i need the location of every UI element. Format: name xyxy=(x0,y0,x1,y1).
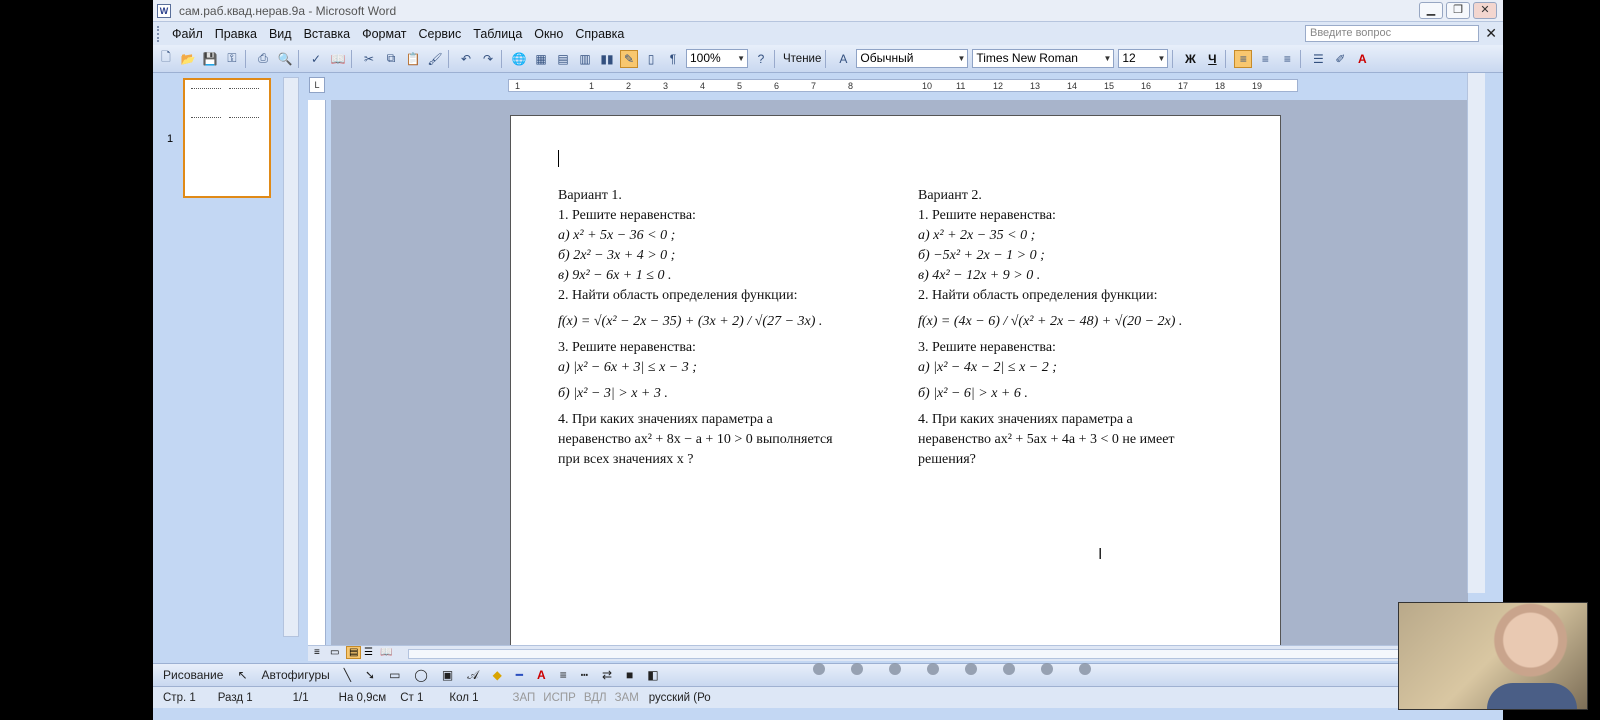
hyperlink-icon[interactable]: 🌐 xyxy=(511,51,527,66)
question-1c: в) 9x² − 6x + 1 ≤ 0 . xyxy=(558,268,672,283)
status-language[interactable]: русский (Ро xyxy=(648,691,711,704)
zoom-value: 100% xyxy=(690,51,721,65)
menu-help[interactable]: Справка xyxy=(575,26,625,41)
horizontal-scrollbar[interactable] xyxy=(408,649,1448,659)
separator xyxy=(1225,50,1226,68)
menu-insert[interactable]: Вставка xyxy=(303,26,351,41)
menu-table[interactable]: Таблица xyxy=(473,26,523,41)
separator xyxy=(1300,50,1301,68)
tab-selector-icon[interactable]: L xyxy=(309,77,325,93)
vertical-ruler xyxy=(308,100,326,645)
save-icon[interactable]: 💾 xyxy=(202,51,218,66)
webcam-overlay xyxy=(1398,602,1588,710)
document-page[interactable] xyxy=(510,115,1281,645)
thumbnail-page-number: 1 xyxy=(167,133,174,145)
progress-dot xyxy=(965,663,977,675)
arrow-style-icon[interactable]: ⇄ xyxy=(601,668,613,682)
ibeam-cursor-icon: I xyxy=(1098,546,1103,563)
copy-icon[interactable]: ⧉ xyxy=(386,51,396,65)
open-folder-icon[interactable]: 📂 xyxy=(180,51,196,66)
progress-dot xyxy=(927,663,939,675)
ruler-tick: 1 xyxy=(515,81,521,91)
question-1a: а) x² + 5x − 36 < 0 ; xyxy=(558,228,676,243)
progress-dot xyxy=(1079,663,1091,675)
dropdown-arrow-icon: ▼ xyxy=(957,54,966,63)
progress-dot xyxy=(889,663,901,675)
shadow-icon[interactable]: ■ xyxy=(626,668,634,682)
page-thumbnail[interactable] xyxy=(183,78,271,198)
menu-edit[interactable]: Правка xyxy=(214,26,257,41)
ruler-tick: 13 xyxy=(1030,81,1041,91)
close-button[interactable]: ✕ xyxy=(1473,2,1497,19)
help-search-input[interactable]: Введите вопрос xyxy=(1305,25,1479,42)
status-position: На 0,9см xyxy=(338,691,387,704)
format-painter-icon[interactable]: 🖌 xyxy=(427,51,443,66)
ruler-tick: 18 xyxy=(1215,81,1226,91)
status-pages: 1/1 xyxy=(292,691,309,704)
progress-dot xyxy=(1041,663,1053,675)
research-icon[interactable]: 📖 xyxy=(330,51,346,66)
menu-window[interactable]: Окно xyxy=(534,26,564,41)
dropdown-arrow-icon: ▼ xyxy=(1157,54,1166,63)
separator xyxy=(298,50,299,68)
separator xyxy=(501,50,502,68)
ruler-tick: 16 xyxy=(1141,81,1152,91)
question-3a: а) |x² − 6x + 3| ≤ x − 3 ; xyxy=(558,360,697,375)
thumbnail-text-lines xyxy=(229,88,259,118)
textbox-tool-icon[interactable]: ▣ xyxy=(441,668,454,682)
line-color-icon[interactable]: ━ xyxy=(515,668,524,682)
question-4-line-1: 4. При каких значениях параметра a xyxy=(558,412,773,427)
standard-toolbar xyxy=(153,45,1503,73)
status-page: Стр. 1 xyxy=(163,691,196,704)
presenter-shoulder xyxy=(1487,683,1577,709)
menu-bar xyxy=(153,22,1503,45)
video-progress-dots xyxy=(813,663,1091,675)
question-4-line-3: при всех значениях x ? xyxy=(558,452,694,467)
ruler-tick: 14 xyxy=(1067,81,1078,91)
view-buttons-bar xyxy=(308,645,1468,661)
highlight-icon[interactable]: ✐ xyxy=(1335,51,1346,66)
underline-button[interactable]: Ч xyxy=(1208,51,1217,66)
show-formatting-icon[interactable]: ¶ xyxy=(669,51,677,66)
question-3b: б) |x² − 6| > x + 6 . xyxy=(918,386,1028,401)
outline-view-icon[interactable]: ☰ xyxy=(364,647,373,658)
ruler-strip[interactable] xyxy=(508,79,1298,92)
ruler-tick: 2 xyxy=(626,81,632,91)
question-3b: б) |x² − 3| > x + 3 . xyxy=(558,386,668,401)
drawing-menu-button[interactable]: Рисование xyxy=(163,668,224,682)
question-1: 1. Решите неравенства: xyxy=(558,208,696,223)
font-color-draw-icon[interactable]: A xyxy=(537,668,546,682)
question-2: 2. Найти область определения функции: xyxy=(558,288,798,303)
question-4-line-3: решения? xyxy=(918,452,976,467)
progress-dot xyxy=(813,663,825,675)
separator xyxy=(825,50,826,68)
question-4-line-2: неравенство ax² + 5ax + 4a + 3 < 0 не имеет xyxy=(918,432,1175,447)
arrow-tool-icon[interactable]: ➘ xyxy=(365,668,376,682)
permission-icon[interactable]: ⚿ xyxy=(227,51,237,65)
status-extend[interactable]: ВДЛ xyxy=(583,691,607,704)
separator xyxy=(774,50,775,68)
fill-color-icon[interactable]: ◆ xyxy=(492,668,502,682)
cut-icon[interactable]: ✂ xyxy=(363,51,375,66)
question-3a: а) |x² − 4x − 2| ≤ x − 2 ; xyxy=(918,360,1057,375)
ruler-tick: 7 xyxy=(811,81,817,91)
autoshapes-menu-button[interactable]: Автофигуры xyxy=(261,668,330,682)
thumbnail-text-lines xyxy=(191,88,221,118)
menu-view[interactable]: Вид xyxy=(268,26,292,41)
ruler-tick: 3 xyxy=(663,81,669,91)
numbering-icon[interactable]: ☰ xyxy=(1312,51,1324,66)
document-map-icon[interactable]: ▯ xyxy=(647,51,655,66)
ruler-tick: 17 xyxy=(1178,81,1189,91)
separator xyxy=(351,50,352,68)
ruler-tick: 19 xyxy=(1252,81,1263,91)
print-layout-icon[interactable]: ▤ xyxy=(346,646,361,659)
restore-button[interactable]: ❐ xyxy=(1446,2,1470,19)
close-doc-icon[interactable]: ✕ xyxy=(1485,25,1497,41)
menu-file[interactable]: Файл xyxy=(172,26,203,41)
question-1b: б) −5x² + 2x − 1 > 0 ; xyxy=(918,248,1045,263)
status-section: Разд 1 xyxy=(217,691,253,704)
word-app-icon[interactable]: W xyxy=(157,4,171,18)
font-size-value: 12 xyxy=(1122,51,1136,65)
undo-icon[interactable]: ↶ xyxy=(460,51,472,66)
ruler-tick: 1 xyxy=(589,81,595,91)
ruler-tick: 4 xyxy=(700,81,706,91)
question-2-formula: f(x) = (4x − 6) / √(x² + 2x − 48) + √(20 − 2x) . xyxy=(918,314,1183,329)
separator xyxy=(448,50,449,68)
ruler-tick: 10 xyxy=(922,81,933,91)
status-line: Ст 1 xyxy=(400,691,424,704)
ruler-tick: 11 xyxy=(956,81,966,91)
print-preview-icon[interactable]: 🔍 xyxy=(277,51,293,66)
progress-dot xyxy=(851,663,863,675)
read-mode-button[interactable]: Чтение xyxy=(783,52,822,65)
3d-style-icon[interactable]: ◧ xyxy=(647,668,659,682)
normal-view-icon[interactable]: ≡ xyxy=(314,647,320,658)
dash-style-icon[interactable]: ┅ xyxy=(580,668,588,682)
new-document-icon[interactable]: 🗋 xyxy=(161,50,171,64)
question-1b: б) 2x² − 3x + 4 > 0 ; xyxy=(558,248,676,263)
question-1: 1. Решите неравенства: xyxy=(918,208,1056,223)
rectangle-tool-icon[interactable]: ▭ xyxy=(389,668,401,682)
align-center-icon[interactable]: ≡ xyxy=(1261,51,1269,66)
status-overtype[interactable]: ЗАМ xyxy=(614,691,639,704)
help-icon[interactable]: ? xyxy=(757,51,765,66)
bold-button[interactable]: Ж xyxy=(1184,51,1196,66)
question-4-line-1: 4. При каких значениях параметра a xyxy=(918,412,1133,427)
variant-heading: Вариант 2. xyxy=(918,188,982,203)
question-3: 3. Решите неравенства: xyxy=(918,340,1056,355)
question-4-line-2: неравенство ax² + 8x − a + 10 > 0 выполняется xyxy=(558,432,833,447)
thumbnail-scrollbar[interactable] xyxy=(283,77,299,637)
progress-dot xyxy=(1003,663,1015,675)
text-caret xyxy=(558,150,559,167)
reading-view-icon[interactable]: 📖 xyxy=(380,647,393,658)
line-style-icon[interactable]: ≡ xyxy=(559,668,567,682)
thumbnail-pane xyxy=(153,73,305,663)
paste-icon[interactable]: 📋 xyxy=(405,51,421,66)
font-select[interactable] xyxy=(972,49,1114,68)
question-3: 3. Решите неравенства: xyxy=(558,340,696,355)
horizontal-ruler xyxy=(153,73,1503,97)
tables-borders-icon[interactable]: ▦ xyxy=(535,51,547,66)
ruler-tick: 6 xyxy=(774,81,780,91)
oval-tool-icon[interactable]: ◯ xyxy=(414,668,428,682)
status-record[interactable]: ЗАП xyxy=(512,691,536,704)
document-area xyxy=(331,100,1468,645)
ruler-tick: 5 xyxy=(737,81,743,91)
font-size-select[interactable] xyxy=(1118,49,1168,68)
status-track-changes[interactable]: ИСПР xyxy=(543,691,576,704)
variant-1-column xyxy=(558,186,888,470)
ruler-tick: 8 xyxy=(848,81,854,91)
word-window xyxy=(153,0,1503,720)
question-2: 2. Найти область определения функции: xyxy=(918,288,1158,303)
redo-icon[interactable]: ↷ xyxy=(482,51,494,66)
web-view-icon[interactable]: ▭ xyxy=(330,647,340,658)
question-2-formula: f(x) = √(x² − 2x − 35) + (3x + 2) / √(27 − 3x) . xyxy=(558,314,823,329)
menu-format[interactable]: Формат xyxy=(362,26,407,41)
insert-table-icon[interactable]: ▤ xyxy=(557,51,569,66)
dropdown-arrow-icon: ▼ xyxy=(737,54,745,63)
ruler-tick: 15 xyxy=(1104,81,1115,91)
style-value: Обычный xyxy=(860,51,914,65)
font-value: Times New Roman xyxy=(976,51,1078,65)
separator xyxy=(1172,50,1173,68)
ruler-tick: 12 xyxy=(993,81,1004,91)
minimize-button[interactable]: ▁ xyxy=(1419,2,1443,19)
dropdown-arrow-icon: ▼ xyxy=(1103,54,1112,63)
variant-2-column xyxy=(918,186,1248,470)
separator xyxy=(245,50,246,68)
align-left-icon[interactable]: ≡ xyxy=(1234,50,1252,68)
line-tool-icon[interactable]: ╲ xyxy=(343,668,352,682)
zoom-select[interactable] xyxy=(686,49,748,68)
menu-grip[interactable] xyxy=(157,26,160,42)
styles-pane-icon[interactable]: A xyxy=(839,51,848,66)
status-column: Кол 1 xyxy=(449,691,479,704)
justify-icon[interactable]: ≡ xyxy=(1283,51,1291,66)
drawing-icon[interactable]: ✎ xyxy=(620,50,638,68)
vertical-scrollbar[interactable] xyxy=(1467,73,1485,593)
style-select[interactable] xyxy=(856,49,968,68)
title-bar xyxy=(153,0,1503,22)
insert-excel-icon[interactable]: ▥ xyxy=(579,51,591,66)
cursor-select-icon[interactable]: ↖ xyxy=(237,668,248,682)
menu-tools[interactable]: Сервис xyxy=(418,26,462,41)
question-1a: а) x² + 2x − 35 < 0 ; xyxy=(918,228,1036,243)
question-1c: в) 4x² − 12x + 9 > 0 . xyxy=(918,268,1041,283)
wordart-icon[interactable]: 𝒜 xyxy=(467,667,479,682)
font-color-icon[interactable]: A xyxy=(1358,51,1367,66)
spelling-icon[interactable]: ✓ xyxy=(310,51,322,66)
print-icon[interactable]: ⎙ xyxy=(258,51,268,65)
window-title: сам.раб.квад.нерав.9а - Microsoft Word xyxy=(179,3,397,18)
status-bar xyxy=(153,686,1503,708)
columns-icon[interactable]: ▮▮ xyxy=(600,51,614,66)
variant-heading: Вариант 1. xyxy=(558,188,622,203)
